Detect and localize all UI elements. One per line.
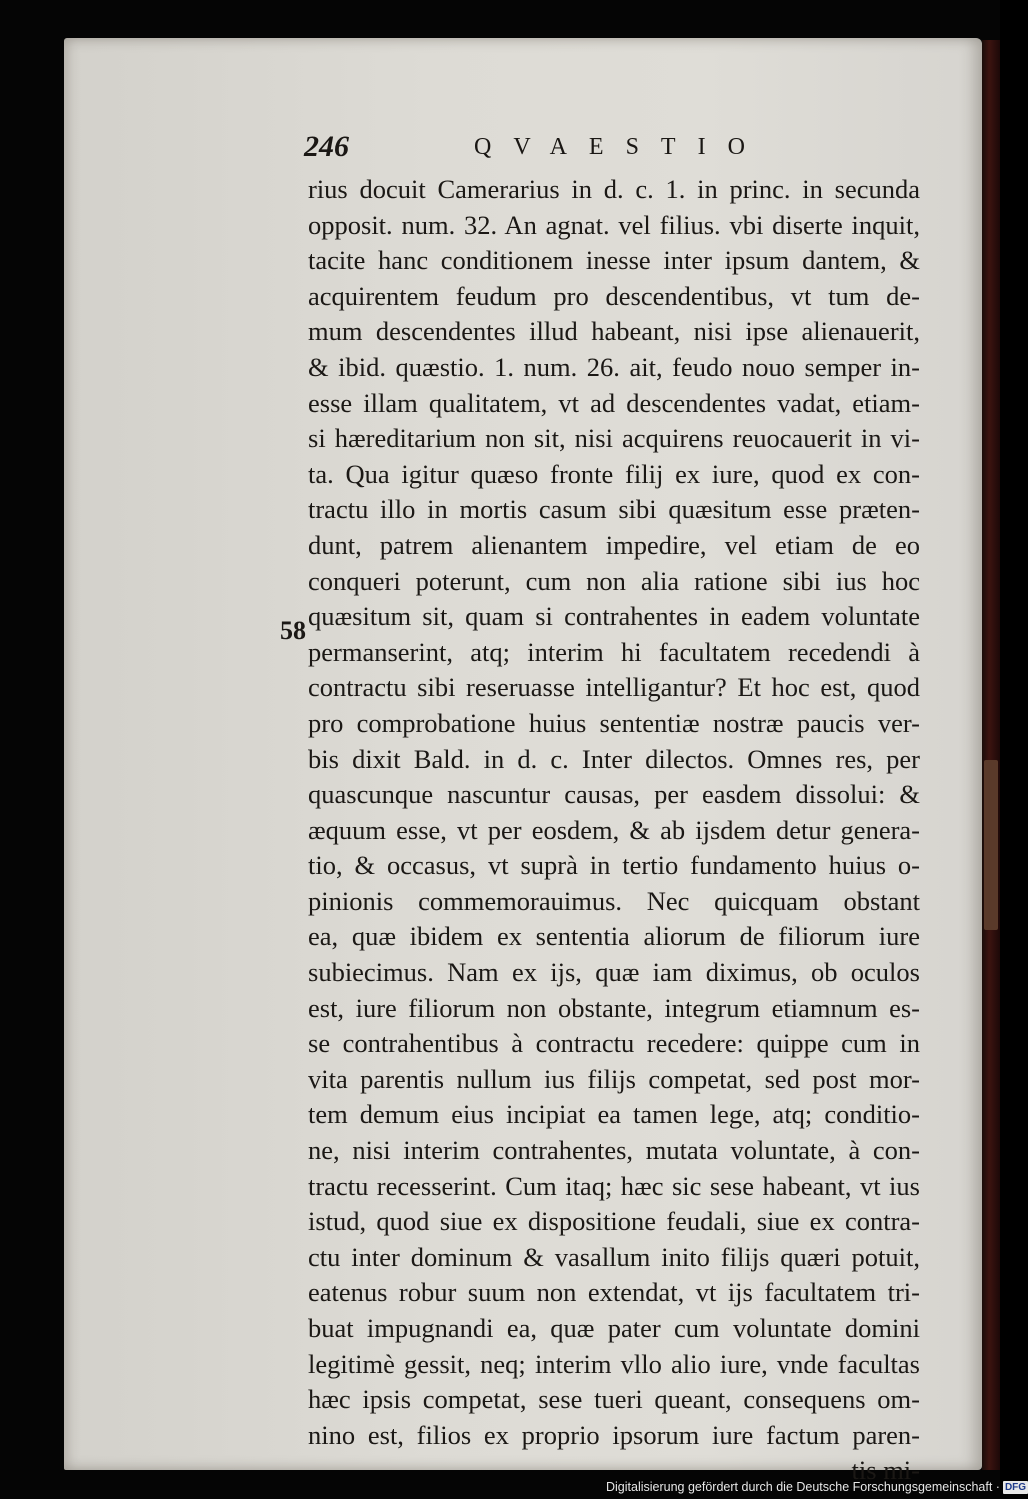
margin-number: 58 [280,616,306,645]
text-line: hæc ipsis competat, sese tueri queant, consequens om- [308,1384,920,1415]
text-line: ctu inter dominum & vasallum inito filijs quæri potuit, [308,1241,920,1272]
text-line: esse illam qualitatem, vt ad descendentes vadat, etiam- [308,387,920,418]
running-head: QVAESTIO [474,134,767,160]
text-line: buat impugnandi ea, quæ pater cum voluntate domini [308,1313,920,1343]
dfg-logo-icon: DFG [1004,1481,1027,1493]
text-line: ne, nisi interim contrahentes, mutata voluntate, à con- [308,1135,920,1166]
text-line: acquirentem feudum pro descendentibus, vt tum de- [308,280,920,311]
text-line: conqueri poterunt, cum non alia ratione sibi ius hoc [308,565,920,596]
text-line: ea, quæ ibidem ex sententia aliorum de filiorum iure [308,921,920,952]
text-line: opposit. num. 32. An agnat. vel filius. vbi diserte inquit, [308,209,920,240]
text-line: & ibid. quæstio. 1. num. 26. ait, feudo nouo semper in- [308,351,920,382]
text-line: pro comprobatione huius sententiæ nostræ paucis ver- [308,707,920,738]
text-line: se contrahentibus à contractu recedere: quippe cum in [308,1028,920,1059]
text-line: subiecimus. Nam ex ijs, quæ iam diximus, ob oculos [308,957,920,988]
text-line: eatenus robur suum non extendat, vt ijs facultatem tri- [308,1277,920,1308]
text-line: permanserint, atq; interim hi facultatem recedendi à [308,636,920,667]
text-line: ta. Qua igitur quæso fronte filij ex iure, quod ex con- [308,458,920,489]
text-line: tacite hanc conditionem inesse inter ipsum dantem, & [308,245,920,276]
text-line: pinionis commemorauimus. Nec quicquam obstant [308,885,920,916]
text-line: vita parentis nullum ius filijs competat, sed post mor- [308,1063,920,1094]
text-line: tem demum eius incipiat ea tamen lege, atq; conditio- [308,1099,920,1130]
text-line: tractu recesserint. Cum itaq; hæc sic sese habeant, vt ius [308,1170,920,1201]
text-line: legitimè gessit, neq; interim vllo alio iure, vnde facultas [308,1348,920,1379]
page-header [294,130,934,170]
text-line: rius docuit Camerarius in d. c. 1. in princ. in secunda [308,174,920,204]
text-line: quæsitum sit, quam si contrahentes in eadem voluntate [308,601,920,632]
ribbon-tab [984,760,998,930]
text-line: si hæreditarium non sit, nisi acquirens reuocauerit in vi- [308,423,920,454]
page-number: 246 [304,130,349,163]
body-text [308,172,920,1489]
text-line: dunt, patrem alienantem impedire, vel etiam de eo [308,529,920,560]
text-line: tractu illo in mortis casum sibi quæsitum esse præten- [308,494,920,525]
text-line: contractu sibi reseruasse intelligantur? Et hoc est, quod [308,672,920,703]
text-line: tis mi- [851,1455,920,1486]
text-line: mum descendentes illud habeant, nisi ipse alienauerit, [308,316,920,347]
footer-text: Digitalisierung gefördert durch die Deutsche Forschungsgemeinschaft · [606,1480,1000,1494]
digitization-footer [606,1478,1028,1496]
text-line: istud, quod siue ex dispositione feudali, siue ex contra- [308,1206,920,1237]
text-line: bis dixit Bald. in d. c. Inter dilectos. Omnes res, per [308,743,920,774]
text-line: æquum esse, vt per eosdem, & ab ijsdem detur genera- [308,814,920,845]
text-line: tio, & occasus, vt suprà in tertio fundamento huius o- [308,850,920,881]
text-line: nino est, filios ex proprio ipsorum iure factum paren- [308,1419,920,1450]
text-line: est, iure filiorum non obstante, integrum etiamnum es- [308,992,920,1023]
text-line: quascunque nascuntur causas, per easdem dissolui: & [308,779,920,810]
book-spine-edge [982,40,1000,1470]
